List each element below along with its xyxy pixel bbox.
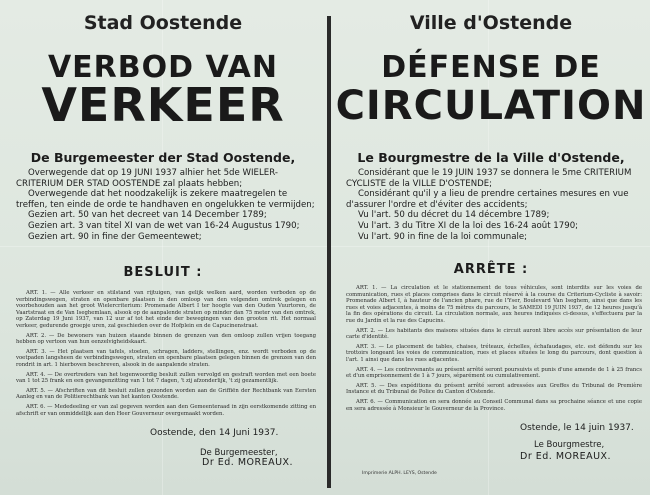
articles	[16, 290, 316, 420]
considerations	[16, 168, 316, 242]
considerations	[346, 168, 641, 242]
signer-name: Dr Ed. MOREAUX.	[520, 451, 612, 462]
article: ART. 1. — Alle verkeer en stilstand van rijtuigen, van gelijk welken aard, worden verboden op de verbindingswegen, straten en openbare plaatsen in den omloop van den volgenden omtrek gelegen en voorbehouden aan het groot Wielercriterium: Promenade Albert I ter hoogte van den Ouden Vuurtoren, de Vaartstraat en de Van Iseghemlaan, alsook op de aanpalende straten op minder dan 75 meter van den omtrek, op Zaterdag 19 Juni 1937, van 12 uur af tot het einde der bewegingen van den grooten rit. Het normaal verkeer, gedurende groepje uren, zal geschieden over de Hofplein en de Capucinenstraat.	[16, 290, 316, 329]
signer-title: Le Bourgmestre,	[534, 440, 605, 450]
consideration: Vu l'art. 3 du Titre XI de la loi des 16-24 août 1790;	[358, 220, 579, 231]
french-column	[332, 0, 650, 495]
article: ART. 6. — Mededeeling er van zal gegeven worden aan den Gemeenteraad in zijn eerstkomende zitting en afschrift er van onmiddellijk aan den Heer Gouverneur overgemaakt worden.	[16, 403, 316, 417]
consideration: Overwegende dat op 19 JUNI 1937 alhier het 5de WIELER-CRITERIUM DER STAD OOSTENDE zal plaats hebben;	[16, 168, 278, 189]
decree-heading: ARRÊTE :	[453, 262, 529, 277]
article: ART. 5. — Afschriften van dit besluit zullen gezonden worden aan de Griffiën der Rechtbank van Eersten Aanleg en van de Politierechtbank van het kanton Oostende.	[16, 387, 316, 401]
article: ART. 1. — La circulation et le stationnement de tous véhicules, sont interdits sur les voies de communication, rues et places comprises dans le circuit réservé à la course du Criterium-Cycliste à savoir: Promenade Albert I, à hauteur de l'ancien phare, rue de l'Yser, Boulevard Van Iseghem, ainsi que dans les rues et voies adjacentes, à moins de 75 mètres du parcours, le SAMEDI 19 JUIN 1937, de 12 heures jusqu'à la fin des opérations du circuit. La circulation normale, aux heures indiquées ci-dessus, s'effectuera par la rue du Jardin et la rue des Capucins.	[346, 285, 642, 324]
signer-title: De Burgemeester,	[200, 448, 278, 458]
consideration: Gezien art. 3 van titel XI van de wet van 16-24 Augustus 1790;	[28, 220, 300, 231]
authority-heading: De Burgemeester der Stad Oostende,	[30, 150, 296, 165]
articles	[346, 285, 642, 415]
city-name: Ville d'Ostende	[409, 12, 573, 34]
article: ART. 3. — Het plaatsen van tafels, stoelen, schragen, ladders, stellingen, enz. wordt verboden op de voetpaden langsheen de verbindingswegen, straten en openbare plaatsen gelegen binnen de grenzen van den rondrit in art. 1 hierboven beschreven, alsook in de aanpalende straten.	[16, 348, 316, 368]
consideration: Considérant que le 19 JUIN 1937 se donnera le 5me CRITERIUM CYCLISTE de la VILLE D'OSTENDE;	[346, 168, 632, 189]
title-line-2: CIRCULATION	[335, 83, 647, 129]
city-name: Stad Oostende	[83, 12, 243, 34]
dateline: Oostende, den 14 Juni 1937.	[150, 428, 279, 438]
title-line-2: VERKEER	[41, 78, 285, 132]
consideration: Considérant qu'il y a lieu de prendre certaines mesures en vue d'assurer l'ordre et d'éviter des accidents;	[346, 189, 629, 210]
article: ART. 6. — Communication en sera donnée au Conseil Communal dans sa prochaine séance et une copie en sera adressée à Monsieur le Gouverneur de la Province.	[346, 398, 642, 412]
consideration: Gezien art. 90 in fine der Gemeentewet;	[28, 231, 202, 242]
article: ART. 4. — De overtreders van het tegenwoordig besluit zullen vervolgd en gestraft worden met een boete van 1 tot 25 frank en een gevangenzitting van 1 tot 7 dagen, 't zij afzonderlijk, 't zij gezamentlijk.	[16, 371, 316, 385]
article: ART. 4. — Les contrevenants au présent arrêté seront poursuivis et punis d'une amende de 1 à 25 francs et d'un emprisonnement de 1 à 7 jours, séparément ou cumulativement.	[346, 366, 642, 380]
consideration: Overwegende dat het noodzakelijk is zekere maatregelen te treffen, ten einde de orde te handhaven en ongelukken te vermijden;	[16, 189, 315, 210]
decree-heading: BESLUIT :	[123, 265, 203, 280]
title-line-1: VERBOD VAN	[47, 50, 279, 85]
article: ART. 2. — De bewoners van huizen staande binnen de grenzen van den omloop zullen vrijen toegang hebben op vertoon van hun eenzelvigheidskaart.	[16, 332, 316, 346]
signer-name: Dr Ed. MOREAUX.	[202, 457, 294, 468]
article: ART. 5. — Des expéditions du présent arrêté seront adressées aux Greffes du Tribunal de Première Instance et du Tribunal de Police du Canton d'Ostende.	[346, 382, 642, 396]
authority-heading: Le Bourgmestre de la Ville d'Ostende,	[357, 150, 625, 165]
consideration: Vu l'art. 50 du décret du 14 décembre 1789;	[358, 210, 550, 221]
column-divider	[327, 16, 331, 488]
dateline: Ostende, le 14 juin 1937.	[520, 423, 634, 433]
article: ART. 2. — Les habitants des maisons situées dans le circuit auront libre accès sur présentation de leur carte d'identité.	[346, 327, 642, 341]
printer-credit: Imprimerie ALPH. LEYS, Ostende	[362, 471, 437, 476]
title-line-1: DÉFENSE DE	[381, 50, 601, 85]
consideration: Vu l'art. 90 in fine de la loi communale;	[358, 231, 528, 242]
consideration: Gezien art. 50 van het decreet van 14 December 1789;	[28, 210, 267, 221]
article: ART. 3. — Le placement de tables, chaises, tréteaux, échelles, échafaudages, etc. est défendu sur les trottoirs longeant les voies de communication, rues et places situées le long du parcours, dont question à l'art. 1 ainsi que dans les rues adjacentes.	[346, 343, 642, 363]
